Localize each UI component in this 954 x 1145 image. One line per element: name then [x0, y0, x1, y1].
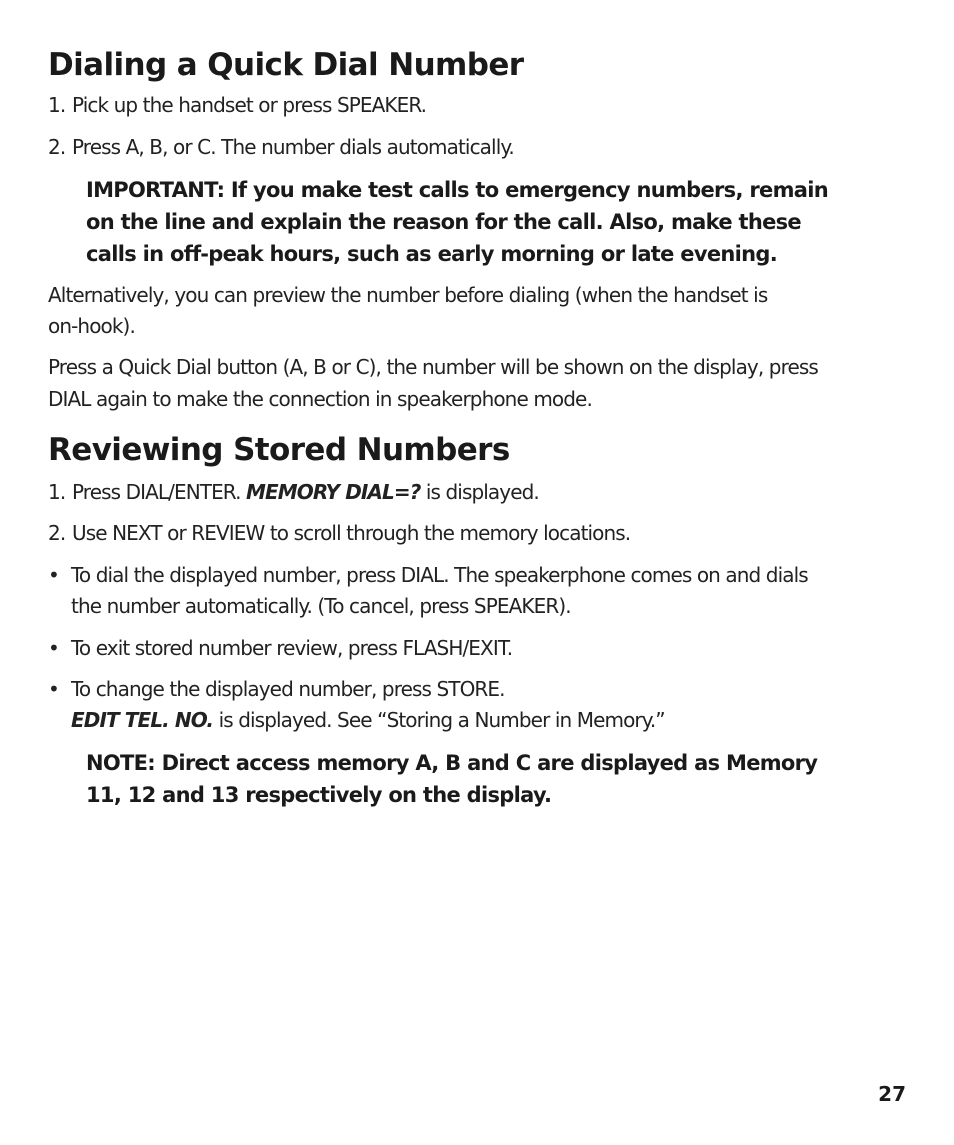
step-number: 1. — [48, 480, 66, 504]
step-number: 1. — [48, 93, 66, 117]
display-message: EDIT TEL. NO. — [71, 708, 214, 732]
display-message: MEMORY DIAL=? — [246, 480, 421, 504]
section-heading-quick-dial: Dialing a Quick Dial Number — [48, 47, 524, 83]
bullet-text-line: the number automatically. (To cancel, press SPEAKER). — [71, 594, 571, 618]
bullet-text-line: To exit stored number review, press FLASH/EXIT. — [71, 636, 513, 660]
bullet-text-line: To dial the displayed number, press DIAL. The speakerphone comes on and dials — [71, 563, 808, 587]
section-heading-reviewing: Reviewing Stored Numbers — [48, 432, 510, 468]
bullet-text: is displayed. See “Storing a Number in Memory.” — [213, 708, 665, 732]
step-text: is displayed. — [420, 480, 539, 504]
step-2 — [48, 518, 630, 549]
important-note-line: on the line and explain the reason for the call. Also, make these — [86, 210, 801, 234]
step-1 — [48, 477, 539, 508]
step-number: 2. — [48, 135, 66, 159]
note-line: 11, 12 and 13 respectively on the display. — [86, 783, 552, 807]
page-number: 27 — [878, 1082, 906, 1106]
paragraph-quick-dial-line: Press a Quick Dial button (A, B or C), the number will be shown on the display, press — [48, 355, 818, 379]
paragraph-preview-line: Alternatively, you can preview the number before dialing (when the handset is — [48, 283, 768, 307]
bullet-icon: • — [48, 677, 60, 701]
step-1 — [48, 90, 426, 121]
bullet-text-line: To change the displayed number, press STORE. — [71, 677, 505, 701]
bullet-text-line — [71, 705, 665, 736]
step-text: Press A, B, or C. The number dials automatically. — [72, 135, 514, 159]
important-note-line: calls in off-peak hours, such as early morning or late evening. — [86, 242, 777, 266]
step-number: 2. — [48, 521, 66, 545]
paragraph-quick-dial-line: DIAL again to make the connection in speakerphone mode. — [48, 387, 592, 411]
note-line: NOTE: Direct access memory A, B and C are displayed as Memory — [86, 751, 818, 775]
step-text: Use NEXT or REVIEW to scroll through the memory locations. — [72, 521, 631, 545]
step-text: Pick up the handset or press SPEAKER. — [72, 93, 427, 117]
bullet-icon: • — [48, 636, 60, 660]
step-2 — [48, 132, 514, 163]
paragraph-preview-line: on-hook). — [48, 314, 135, 338]
step-text: Press DIAL/ENTER. — [72, 480, 247, 504]
important-note-line: IMPORTANT: If you make test calls to emergency numbers, remain — [86, 178, 828, 202]
bullet-icon: • — [48, 563, 60, 587]
